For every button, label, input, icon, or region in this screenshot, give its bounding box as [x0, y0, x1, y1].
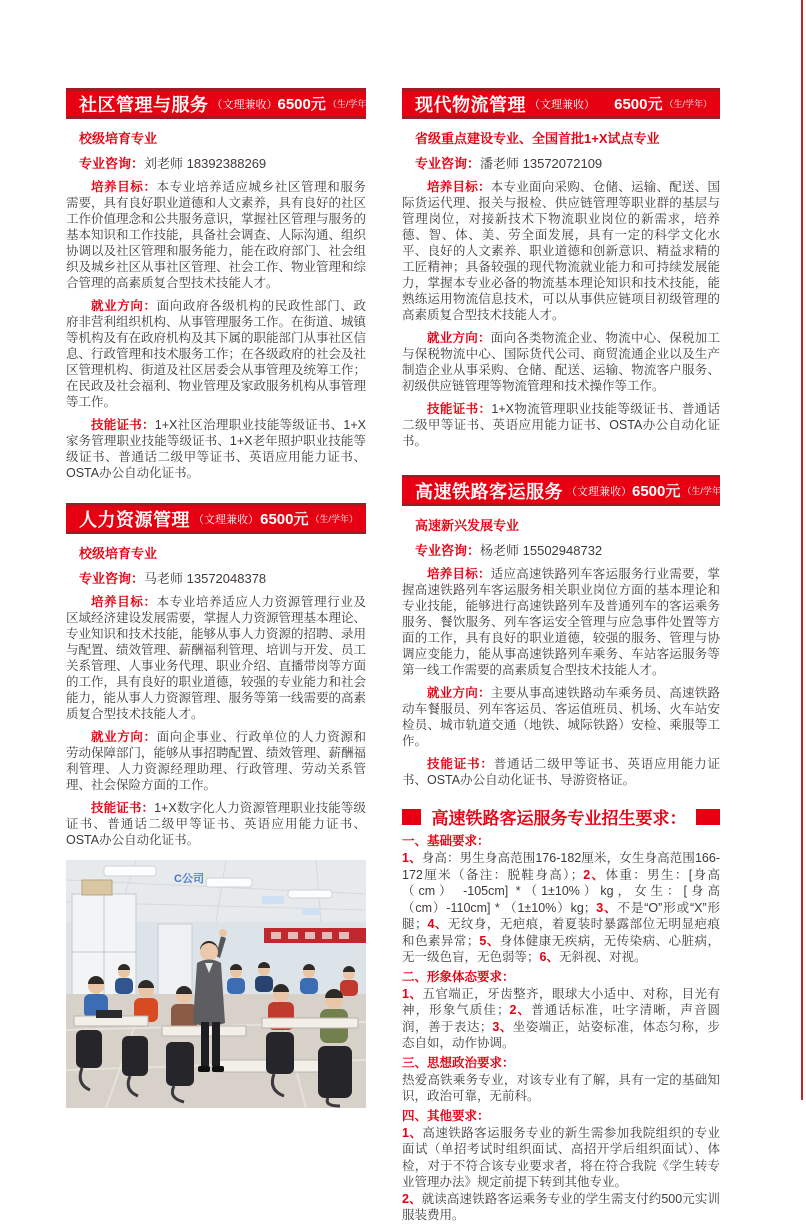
tuition-unit: （生/学年） — [310, 514, 358, 524]
requirements-group-heading: 二、形象体态要求： — [402, 969, 515, 984]
requirements-group-body: 2、就读高速铁路客运乘务专业的学生需支付约500元实训服装费用。 — [402, 1191, 721, 1222]
admission-type: （文理兼收） — [529, 98, 595, 111]
program-banner — [66, 88, 376, 119]
paragraph-training-goal — [66, 179, 366, 291]
paragraph-training-goal — [402, 179, 720, 323]
consult-value: 刘老师 18392388269 — [144, 156, 267, 171]
tuition-price: 6500元 — [614, 96, 663, 113]
tuition-price: 6500元 — [260, 511, 309, 528]
left-column — [66, 88, 376, 1108]
paragraph-label: 培养目标： — [427, 180, 491, 194]
requirements-group-political — [402, 1055, 720, 1105]
paragraph-label: 技能证书： — [427, 757, 494, 771]
requirements-group-body: 1、身高：男生身高范围176-182厘米，女生身高范围166-172厘米（备注：脱鞋身高）；2、体重：男生：[身高（cm） -105cm] *（1±10%）kg，女生：[身高（cm）-110cm] * （1±10%）kg；3、不是“O”形或“X”形腿；4、无纹身，无疤痕，着夏装时暴露部位无明显疤痕和色素异常；5、身体健康无疾病，无传染病、心脏病，无一级色盲，无色弱等；6、无斜视、对视。 — [402, 851, 721, 964]
tuition-price: 6500元 — [277, 96, 326, 113]
paragraph-text: 本专业面向采购、仓储、运输、配送、国际货运代理、报关与报检、供应链管理等职业群的基层与管理岗位，对接新技术下物流职业岗位的新需求，培养德、智、体、美、劳全面发展，具有一定的科学文化水平、良好的人文素养、职业道德和创新意识、精益求精的工匠精神；具备较强的现代物流就业能力和可持续发展能力，掌握本专业必备的物流基本理论知识和技术技能，能熟练运用物流信息技术，可以从事供应链项目初级管理的高素质复合型技术技能人才。 — [402, 180, 720, 322]
requirements-title: 高速铁路客运服务专业招生要求： — [431, 809, 687, 828]
paragraph-label: 就业方向： — [427, 686, 491, 700]
consult-line — [415, 153, 720, 172]
program-section-hr — [66, 503, 366, 848]
paragraph-text: 面向政府各级机构的民政性部门、政府非营利组织机构、从事管理服务工作。在街道、城镇等机构及有在政府机构及其下属的职能部门从事社区信息、行政管理和技术服务工作；在各级政府的社会及社区管理机构、街道及社区居委会从事管理及统筹工作；在民政及社会福利、物业管理及家政服务机构从事管理等工作。 — [66, 299, 367, 409]
consult-line — [415, 540, 720, 559]
paragraph-text: 普通话二级甲等证书、英语应用能力证书、OSTA办公自动化证书、导游资格证。 — [402, 757, 720, 787]
paragraph-label: 就业方向： — [427, 331, 491, 345]
paragraph-training-goal — [402, 566, 720, 678]
consult-value: 潘老师 13572072109 — [480, 156, 603, 171]
paragraph-text: 1+X社区治理职业技能等级证书、1+X家务管理职业技能等级证书、1+X老年照护职业技能等级证书、普通话二级甲等证书、英语应用能力证书、OSTA办公自动化证书。 — [66, 418, 366, 480]
paragraph-certificates — [402, 401, 720, 449]
program-badge: 省级重点建设专业、全国首批1+X试点专业 — [415, 131, 660, 146]
requirements-group-body: 热爱高铁乘务专业，对该专业有了解，具有一定的基础知识，政治可靠，无前科。 — [402, 1072, 720, 1103]
paragraph-text: 1+X物流管理职业技能等级证书、普通话二级甲等证书、英语应用能力证书、OSTA办公自动化证书。 — [402, 402, 720, 448]
title-decor-block-right — [696, 809, 720, 825]
paragraph-text: 适应高速铁路列车客运服务行业需要，掌握高速铁路列车客运服务相关职业岗位方面的基本理论和专业技能，能够进行高速铁路列车及普通列车的客运乘务服务、餐饮服务、列车客运安全管理与应急事件处置等方面的工作，具有良好的职业道德，较强的服务、管理与协调应变能力，能从事高速铁路列车乘务、车站客运服务等第一线工作需要的高素质复合型技术技能人才。 — [402, 567, 720, 677]
tuition-unit: （生/学年） — [682, 486, 730, 496]
admission-type: （文理兼收） — [211, 98, 278, 111]
right-column — [402, 88, 730, 1224]
paragraph-certificates — [66, 417, 366, 481]
paragraph-career-direction — [402, 330, 720, 394]
paragraph-certificates — [66, 800, 366, 848]
paragraph-career-direction — [66, 729, 366, 793]
requirements-group-heading: 一、基础要求： — [402, 834, 490, 848]
program-badge: 校级培育专业 — [79, 131, 158, 146]
program-badge: 校级培育专业 — [79, 546, 158, 561]
tuition-unit: （生/学年） — [327, 99, 376, 109]
classroom-photo-illustration — [66, 860, 366, 1108]
paragraph-label: 技能证书： — [91, 418, 155, 432]
tuition-price: 6500元 — [632, 483, 681, 500]
admission-type: （文理兼收） — [193, 513, 259, 526]
consult-value: 杨老师 15502948732 — [480, 543, 603, 558]
paragraph-label: 培养目标： — [91, 595, 157, 609]
page-edge-line — [801, 0, 803, 1100]
paragraph-text: 面向企事业、行政单位的人力资源和劳动保障部门，能够从事招聘配置、绩效管理、薪酬福利管理、人力资源经理助理、行政管理、劳动关系管理、社会保险方面的工作。 — [66, 730, 367, 792]
consult-label: 专业咨询： — [79, 571, 145, 586]
paragraph-text: 1+X数字化人力资源管理职业技能等级证书、普通话二级甲等证书、英语应用能力证书、OSTA办公自动化证书。 — [66, 801, 366, 847]
requirements-group-heading: 四、其他要求： — [402, 1108, 490, 1123]
program-section-logistics — [402, 88, 720, 449]
program-section-community — [66, 88, 376, 481]
consult-line — [79, 153, 366, 172]
paragraph-label: 培养目标： — [427, 567, 491, 581]
paragraph-label: 就业方向： — [91, 299, 157, 313]
consult-value: 马老师 13572048378 — [144, 571, 267, 586]
requirements-title-row — [402, 804, 720, 829]
program-title: 现代物流管理 — [415, 94, 526, 115]
title-decor-block-left — [402, 809, 421, 825]
program-title: 高速铁路客运服务 — [415, 481, 563, 502]
program-banner — [66, 503, 366, 534]
requirements-group-other — [402, 1108, 720, 1224]
paragraph-label: 技能证书： — [91, 801, 155, 815]
admission-requirements — [402, 804, 720, 1224]
consult-label: 专业咨询： — [415, 156, 481, 171]
paragraph-certificates — [402, 756, 720, 788]
program-badge: 高速新兴发展专业 — [415, 518, 520, 533]
program-section-railway — [402, 475, 730, 788]
admission-type: （文理兼收） — [566, 485, 632, 498]
paragraph-training-goal — [66, 594, 366, 722]
requirements-group-body: 1、高速铁路客运服务专业的新生需参加我院组织的专业面试（单招考试时组织面试、高招开学后组织面试）、体检，对于不符合该专业要求者，将在符合我院《学生转专业管理办法》规定前提下转到其他专业。 — [402, 1125, 720, 1189]
consult-label: 专业咨询： — [79, 156, 145, 171]
program-banner — [402, 475, 730, 506]
program-banner — [402, 88, 720, 119]
photo-sign-text: C公司 — [174, 873, 204, 885]
paragraph-label: 培养目标： — [91, 180, 157, 194]
requirements-group-body: 1、五官端正，牙齿整齐，眼球大小适中、对称，目光有神，形象气质佳；2、普通话标准，吐字清晰，声音圆润，善于表达；3、坐姿端正，站姿标准，体态匀称，步态自如，动作协调。 — [402, 986, 720, 1050]
paragraph-career-direction — [402, 685, 720, 749]
requirements-group-basic — [402, 833, 720, 966]
classroom-photo — [66, 860, 366, 1108]
paragraph-label: 技能证书： — [427, 402, 492, 416]
requirements-group-appearance — [402, 969, 720, 1052]
paragraph-text: 主要从事高速铁路动车乘务员、高速铁路动车餐服员、列车客运员、客运值班员、机场、火车站安检员、城市轨道交通（地铁、城际铁路）安检、乘服等工作。 — [402, 686, 720, 748]
program-title: 社区管理与服务 — [79, 94, 209, 115]
paragraph-text: 面向各类物流企业、物流中心、保税加工与保税物流中心、国际货代公司、商贸流通企业以及生产制造企业从事采购、仓储、配送、运输、物流客户服务、初级供应链管理等物流管理和技术操作等工作。 — [402, 331, 720, 393]
consult-label: 专业咨询： — [415, 543, 481, 558]
paragraph-text: 本专业培养适应城乡社区管理和服务需要，具有良好职业道德和人文素养，具有良好的社区工作价值理念和公共服务意识，掌握社区管理与服务的基本知识和工作技能，具备社会调查、人际沟通、组织协调以及社区管理和服务能力，能在政府部门、社会组织及城乡社区从事社区管理、社会工作、物业管理和综合管理的高素质复合型技术技能人才。 — [66, 180, 367, 290]
consult-line — [79, 568, 366, 587]
tuition-unit: （生/学年） — [664, 99, 712, 109]
requirements-group-heading: 三、思想政治要求： — [402, 1055, 515, 1070]
paragraph-label: 就业方向： — [91, 730, 157, 744]
program-title: 人力资源管理 — [79, 509, 190, 530]
paragraph-text: 本专业培养适应人力资源管理行业及区域经济建设发展需要，掌握人力资源管理基本理论、专业知识和技术技能，能够从事人力资源的招聘、录用与配置、绩效管理、薪酬福利管理、培训与开发、员工关系管理、人事业务代理、职业介绍、直播带岗等方面的工作，具有良好的职业道德，较强的专业能力和社会能力，能从事人力资源管理、服务等第一线需要的高素质复合型技术技能人才。 — [66, 595, 367, 721]
paragraph-career-direction — [66, 298, 366, 410]
